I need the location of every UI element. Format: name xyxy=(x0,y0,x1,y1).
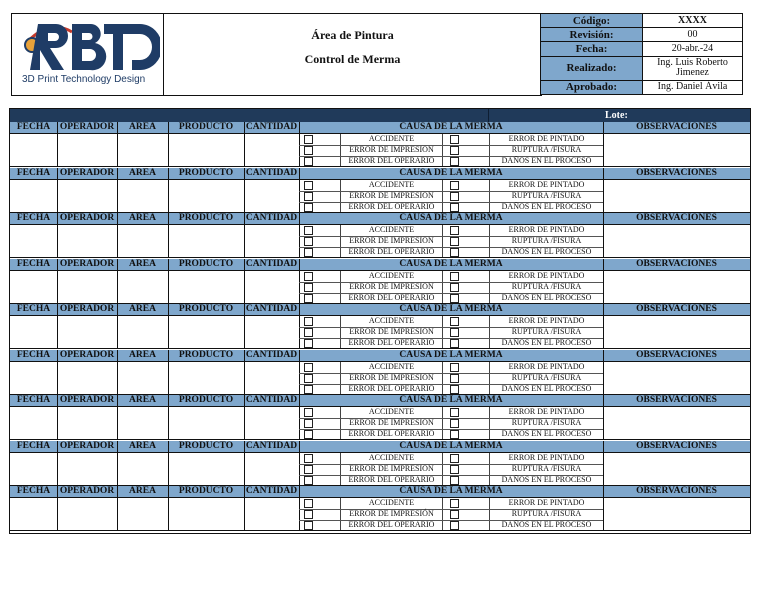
column-divider xyxy=(117,122,118,167)
col-header-fecha: FECHA xyxy=(16,304,51,314)
cause-checkbox[interactable] xyxy=(304,499,313,508)
cause-option-left: ACCIDENTE xyxy=(368,270,415,280)
col-header-producto: PRODUCTO xyxy=(178,486,234,496)
col-header-fecha: FECHA xyxy=(16,213,51,223)
cause-option-left: ACCIDENTE xyxy=(368,134,415,143)
cause-option-left: ERROR DE IMPRESION xyxy=(349,145,434,154)
column-divider xyxy=(57,395,58,440)
col-header-observaciones: OBSERVACIONES xyxy=(636,304,717,314)
col-header-observaciones: OBSERVACIONES xyxy=(636,349,717,360)
cause-checkbox[interactable] xyxy=(450,339,459,348)
cause-option-right: ERROR DE PINTADO xyxy=(508,316,585,325)
cause-option-right: ERROR DE PINTADO xyxy=(508,179,585,189)
cause-option-left: ERROR DEL OPERARIO xyxy=(348,201,435,211)
col-header-cantidad: CANTIDAD xyxy=(245,258,298,269)
column-divider xyxy=(168,168,169,213)
cause-option-left: ACCIDENTE xyxy=(368,316,415,325)
column-divider xyxy=(603,122,604,167)
column-divider xyxy=(244,213,245,258)
column-divider xyxy=(57,213,58,258)
cause-option-left: ERROR DE IMPRESION xyxy=(349,281,434,291)
col-header-producto: PRODUCTO xyxy=(178,213,234,223)
lote-separator xyxy=(488,109,489,122)
column-divider xyxy=(57,441,58,486)
cause-checkbox[interactable] xyxy=(450,510,459,519)
column-divider xyxy=(117,168,118,213)
col-header-cantidad: CANTIDAD xyxy=(245,213,298,223)
col-header-causa: CAUSA DE LA MERMA xyxy=(399,486,503,496)
record-header-row xyxy=(10,213,750,225)
col-header-operador: OPERADOR xyxy=(59,167,115,178)
column-divider xyxy=(57,350,58,395)
record-block xyxy=(10,168,750,213)
record-header-row xyxy=(10,259,750,271)
cause-option-right: RUPTURA /FISURA xyxy=(511,372,582,382)
cause-checkbox[interactable] xyxy=(450,499,459,508)
cause-checkbox[interactable] xyxy=(450,283,459,292)
cause-checkbox[interactable] xyxy=(450,521,459,530)
cause-option-right: DAÑOS EN EL PROCESO xyxy=(501,292,592,302)
cause-divider xyxy=(442,134,443,167)
cause-checkbox[interactable] xyxy=(450,374,459,383)
meta-label-realizado: Realizado: xyxy=(541,56,643,80)
meta-value-realizado: Ing. Luis Roberto Jimenez xyxy=(643,56,743,80)
meta-label-codigo: Código: xyxy=(541,14,643,28)
column-divider xyxy=(117,441,118,486)
column-divider xyxy=(168,122,169,167)
cause-option-right: ERROR DE PINTADO xyxy=(508,361,585,371)
record-block xyxy=(10,304,750,349)
record-bottom-border xyxy=(10,530,750,531)
cause-divider xyxy=(442,407,443,440)
cause-checkbox[interactable] xyxy=(304,454,313,463)
cause-checkbox[interactable] xyxy=(304,521,313,530)
col-header-producto: PRODUCTO xyxy=(178,395,234,405)
cause-option-left: ACCIDENTE xyxy=(368,498,415,507)
cause-option-right: RUPTURA /FISURA xyxy=(511,463,582,473)
col-header-observaciones: OBSERVACIONES xyxy=(636,395,717,405)
cause-checkbox[interactable] xyxy=(450,248,459,257)
cause-option-right: RUPTURA /FISURA xyxy=(511,327,582,336)
column-divider xyxy=(244,486,245,531)
col-header-producto: PRODUCTO xyxy=(178,349,234,360)
cause-option-right: RUPTURA /FISURA xyxy=(511,190,582,200)
cause-option-right: ERROR DE PINTADO xyxy=(508,270,585,280)
document-meta-table xyxy=(540,13,743,95)
merma-table xyxy=(9,108,751,534)
col-header-causa: CAUSA DE LA MERMA xyxy=(399,395,503,405)
cause-checkbox[interactable] xyxy=(450,419,459,428)
cause-checkbox[interactable] xyxy=(450,272,459,281)
column-divider xyxy=(603,395,604,440)
document-header xyxy=(11,13,743,95)
column-divider xyxy=(244,441,245,486)
cause-checkbox[interactable] xyxy=(304,385,313,394)
cause-option-left: ERROR DEL OPERARIO xyxy=(348,520,435,529)
cause-checkbox[interactable] xyxy=(304,283,313,292)
cause-checkbox[interactable] xyxy=(450,226,459,235)
cause-option-right: DAÑOS EN EL PROCESO xyxy=(501,429,592,438)
cause-checkbox[interactable] xyxy=(450,157,459,166)
cause-divider xyxy=(442,316,443,349)
cause-checkbox[interactable] xyxy=(304,146,313,155)
column-divider xyxy=(117,350,118,395)
cause-option-right: ERROR DE PINTADO xyxy=(508,452,585,462)
cause-checkbox[interactable] xyxy=(304,317,313,326)
cause-option-right: RUPTURA /FISURA xyxy=(511,236,582,245)
col-header-observaciones: OBSERVACIONES xyxy=(636,213,717,223)
cause-option-right: ERROR DE PINTADO xyxy=(508,407,585,416)
meta-label-aprobado: Aprobado: xyxy=(541,80,643,94)
cause-checkbox[interactable] xyxy=(450,465,459,474)
cause-option-left: ERROR DE IMPRESION xyxy=(349,372,434,382)
cause-option-right: RUPTURA /FISURA xyxy=(511,509,582,518)
col-header-observaciones: OBSERVACIONES xyxy=(636,122,717,132)
cause-checkbox[interactable] xyxy=(304,248,313,257)
col-header-fecha: FECHA xyxy=(16,122,51,132)
col-header-observaciones: OBSERVACIONES xyxy=(636,440,717,451)
record-header-row xyxy=(10,304,750,316)
col-header-fecha: FECHA xyxy=(16,440,51,451)
column-divider xyxy=(168,304,169,349)
cause-option-right: ERROR DE PINTADO xyxy=(508,225,585,234)
cause-checkbox[interactable] xyxy=(304,328,313,337)
cause-checkbox[interactable] xyxy=(304,430,313,439)
cause-option-right: RUPTURA /FISURA xyxy=(511,145,582,154)
col-header-area: AREA xyxy=(129,304,156,314)
cause-option-left: ERROR DEL OPERARIO xyxy=(348,429,435,438)
cause-checkbox[interactable] xyxy=(304,135,313,144)
col-header-observaciones: OBSERVACIONES xyxy=(636,167,717,178)
column-divider xyxy=(168,350,169,395)
cause-checkbox[interactable] xyxy=(304,476,313,485)
col-header-causa: CAUSA DE LA MERMA xyxy=(399,167,503,178)
column-divider xyxy=(603,350,604,395)
col-header-fecha: FECHA xyxy=(16,167,51,178)
rbtd-logo-icon xyxy=(20,18,160,74)
cause-divider xyxy=(442,180,443,213)
meta-value-codigo: XXXX xyxy=(643,14,743,28)
cause-checkbox[interactable] xyxy=(304,181,313,190)
cause-option-left: ERROR DEL OPERARIO xyxy=(348,474,435,484)
cause-checkbox[interactable] xyxy=(450,237,459,246)
cause-option-right: DAÑOS EN EL PROCESO xyxy=(501,338,592,347)
cause-option-right: DAÑOS EN EL PROCESO xyxy=(501,474,592,484)
col-header-fecha: FECHA xyxy=(16,349,51,360)
column-divider xyxy=(117,259,118,304)
col-header-causa: CAUSA DE LA MERMA xyxy=(399,258,503,269)
col-header-observaciones: OBSERVACIONES xyxy=(636,258,717,269)
column-divider xyxy=(57,486,58,531)
column-divider xyxy=(244,395,245,440)
col-header-cantidad: CANTIDAD xyxy=(245,167,298,178)
cause-option-right: DAÑOS EN EL PROCESO xyxy=(501,383,592,393)
column-divider xyxy=(168,259,169,304)
cause-checkbox[interactable] xyxy=(450,430,459,439)
cause-option-left: ERROR DE IMPRESION xyxy=(349,463,434,473)
page-title: Área de Pintura xyxy=(311,28,394,42)
col-header-producto: PRODUCTO xyxy=(178,304,234,314)
cause-divider xyxy=(442,362,443,395)
col-header-operador: OPERADOR xyxy=(59,395,115,405)
logo-caption: 3D Print Technology Design xyxy=(22,74,146,85)
record-block xyxy=(10,122,750,167)
meta-label-revision: Revisión: xyxy=(541,28,643,42)
record-header-row xyxy=(10,486,750,498)
cause-option-left: ERROR DEL OPERARIO xyxy=(348,338,435,347)
col-header-causa: CAUSA DE LA MERMA xyxy=(399,122,503,132)
cause-option-right: DAÑOS EN EL PROCESO xyxy=(501,156,592,165)
cause-checkbox[interactable] xyxy=(450,203,459,212)
cause-option-left: ERROR DE IMPRESIÓN xyxy=(349,509,434,518)
column-divider xyxy=(117,486,118,531)
col-header-producto: PRODUCTO xyxy=(178,258,234,269)
meta-value-fecha: 20-abr.-24 xyxy=(643,42,743,56)
col-header-area: AREA xyxy=(129,395,156,405)
cause-option-right: RUPTURA /FISURA xyxy=(511,418,582,427)
cause-checkbox[interactable] xyxy=(304,226,313,235)
company-logo xyxy=(11,13,164,96)
cause-checkbox[interactable] xyxy=(450,192,459,201)
cause-option-left: ACCIDENTE xyxy=(368,179,415,189)
cause-checkbox[interactable] xyxy=(304,408,313,417)
cause-divider xyxy=(442,271,443,304)
col-header-cantidad: CANTIDAD xyxy=(245,395,298,405)
column-divider xyxy=(57,168,58,213)
col-header-cantidad: CANTIDAD xyxy=(245,349,298,360)
col-header-area: AREA xyxy=(129,167,156,178)
cause-checkbox[interactable] xyxy=(450,146,459,155)
record-block xyxy=(10,441,750,486)
cause-checkbox[interactable] xyxy=(450,328,459,337)
cause-checkbox[interactable] xyxy=(304,294,313,303)
col-header-cantidad: CANTIDAD xyxy=(245,440,298,451)
cause-option-right: DAÑOS EN EL PROCESO xyxy=(501,247,592,256)
cause-checkbox[interactable] xyxy=(304,192,313,201)
column-divider xyxy=(117,395,118,440)
record-block xyxy=(10,213,750,258)
col-header-area: AREA xyxy=(129,213,156,223)
cause-divider xyxy=(442,498,443,531)
column-divider xyxy=(117,304,118,349)
cause-option-left: ACCIDENTE xyxy=(368,452,415,462)
cause-checkbox[interactable] xyxy=(450,363,459,372)
record-block xyxy=(10,350,750,395)
cause-checkbox[interactable] xyxy=(450,135,459,144)
cause-checkbox[interactable] xyxy=(450,317,459,326)
column-divider xyxy=(57,259,58,304)
column-divider xyxy=(603,304,604,349)
cause-checkbox[interactable] xyxy=(304,510,313,519)
cause-option-right: ERROR DE PINTADO xyxy=(508,498,585,507)
col-header-causa: CAUSA DE LA MERMA xyxy=(399,440,503,451)
col-header-area: AREA xyxy=(129,440,156,451)
column-divider xyxy=(244,304,245,349)
record-header-row xyxy=(10,122,750,134)
title-box xyxy=(163,13,542,96)
page-subtitle: Control de Merma xyxy=(304,52,401,66)
col-header-causa: CAUSA DE LA MERMA xyxy=(399,213,503,223)
col-header-cantidad: CANTIDAD xyxy=(245,122,298,132)
column-divider xyxy=(117,213,118,258)
column-divider xyxy=(168,441,169,486)
column-divider xyxy=(168,486,169,531)
col-header-fecha: FECHA xyxy=(16,395,51,405)
col-header-producto: PRODUCTO xyxy=(178,440,234,451)
lote-bar xyxy=(10,109,750,122)
meta-value-aprobado: Ing. Daniel Ávila xyxy=(643,80,743,94)
cause-checkbox[interactable] xyxy=(450,454,459,463)
record-block xyxy=(10,395,750,440)
cause-checkbox[interactable] xyxy=(450,476,459,485)
cause-option-left: ACCIDENTE xyxy=(368,361,415,371)
cause-option-left: ERROR DEL OPERARIO xyxy=(348,156,435,165)
cause-option-left: ERROR DE IMPRESION xyxy=(349,190,434,200)
col-header-causa: CAUSA DE LA MERMA xyxy=(399,304,503,314)
column-divider xyxy=(168,395,169,440)
cause-checkbox[interactable] xyxy=(304,363,313,372)
col-header-causa: CAUSA DE LA MERMA xyxy=(399,349,503,360)
col-header-area: AREA xyxy=(129,349,156,360)
cause-divider xyxy=(442,225,443,258)
column-divider xyxy=(603,213,604,258)
col-header-fecha: FECHA xyxy=(16,258,51,269)
cause-option-left: ERROR DEL OPERARIO xyxy=(348,292,435,302)
record-block xyxy=(10,486,750,531)
meta-label-fecha: Fecha: xyxy=(541,42,643,56)
col-header-operador: OPERADOR xyxy=(59,304,115,314)
column-divider xyxy=(57,304,58,349)
col-header-operador: OPERADOR xyxy=(59,122,115,132)
cause-option-left: ERROR DEL OPERARIO xyxy=(348,247,435,256)
cause-checkbox[interactable] xyxy=(304,203,313,212)
cause-divider xyxy=(442,453,443,486)
cause-option-left: ERROR DEL OPERARIO xyxy=(348,383,435,393)
column-divider xyxy=(57,122,58,167)
col-header-fecha: FECHA xyxy=(16,486,51,496)
record-block xyxy=(10,259,750,304)
col-header-operador: OPERADOR xyxy=(59,258,115,269)
col-header-cantidad: CANTIDAD xyxy=(245,486,298,496)
column-divider xyxy=(603,259,604,304)
col-header-cantidad: CANTIDAD xyxy=(245,304,298,314)
column-divider xyxy=(168,213,169,258)
cause-option-left: ACCIDENTE xyxy=(368,225,415,234)
cause-checkbox[interactable] xyxy=(304,339,313,348)
cause-checkbox[interactable] xyxy=(304,237,313,246)
cause-checkbox[interactable] xyxy=(450,385,459,394)
column-divider xyxy=(603,441,604,486)
col-header-producto: PRODUCTO xyxy=(178,122,234,132)
record-header-row xyxy=(10,168,750,180)
cause-option-left: ERROR DE IMPRESION xyxy=(349,327,434,336)
cause-checkbox[interactable] xyxy=(450,408,459,417)
cause-checkbox[interactable] xyxy=(304,419,313,428)
col-header-operador: OPERADOR xyxy=(59,486,115,496)
cause-checkbox[interactable] xyxy=(304,157,313,166)
column-divider xyxy=(603,168,604,213)
cause-option-left: ERROR DE IMPRESION xyxy=(349,418,434,427)
cause-checkbox[interactable] xyxy=(450,294,459,303)
col-header-area: AREA xyxy=(129,122,156,132)
cause-checkbox[interactable] xyxy=(304,465,313,474)
cause-option-left: ERROR DE IMPRESION xyxy=(349,236,434,245)
col-header-area: AREA xyxy=(129,486,156,496)
col-header-observaciones: OBSERVACIONES xyxy=(636,486,717,496)
cause-checkbox[interactable] xyxy=(450,181,459,190)
cause-checkbox[interactable] xyxy=(304,374,313,383)
meta-value-revision: 00 xyxy=(643,28,743,42)
record-header-row xyxy=(10,441,750,453)
col-header-producto: PRODUCTO xyxy=(178,167,234,178)
col-header-operador: OPERADOR xyxy=(59,440,115,451)
cause-checkbox[interactable] xyxy=(304,272,313,281)
column-divider xyxy=(244,259,245,304)
column-divider xyxy=(603,486,604,531)
column-divider xyxy=(244,122,245,167)
column-divider xyxy=(244,168,245,213)
col-header-operador: OPERADOR xyxy=(59,349,115,360)
record-header-row xyxy=(10,350,750,362)
col-header-area: AREA xyxy=(129,258,156,269)
col-header-operador: OPERADOR xyxy=(59,213,115,223)
cause-option-right: DAÑOS EN EL PROCESO xyxy=(501,520,592,529)
cause-option-left: ACCIDENTE xyxy=(368,407,415,416)
record-header-row xyxy=(10,395,750,407)
lote-label: Lote: xyxy=(605,110,628,121)
cause-option-right: DAÑOS EN EL PROCESO xyxy=(501,201,592,211)
column-divider xyxy=(244,350,245,395)
cause-option-right: RUPTURA /FISURA xyxy=(511,281,582,291)
cause-option-right: ERROR DE PINTADO xyxy=(508,134,585,143)
